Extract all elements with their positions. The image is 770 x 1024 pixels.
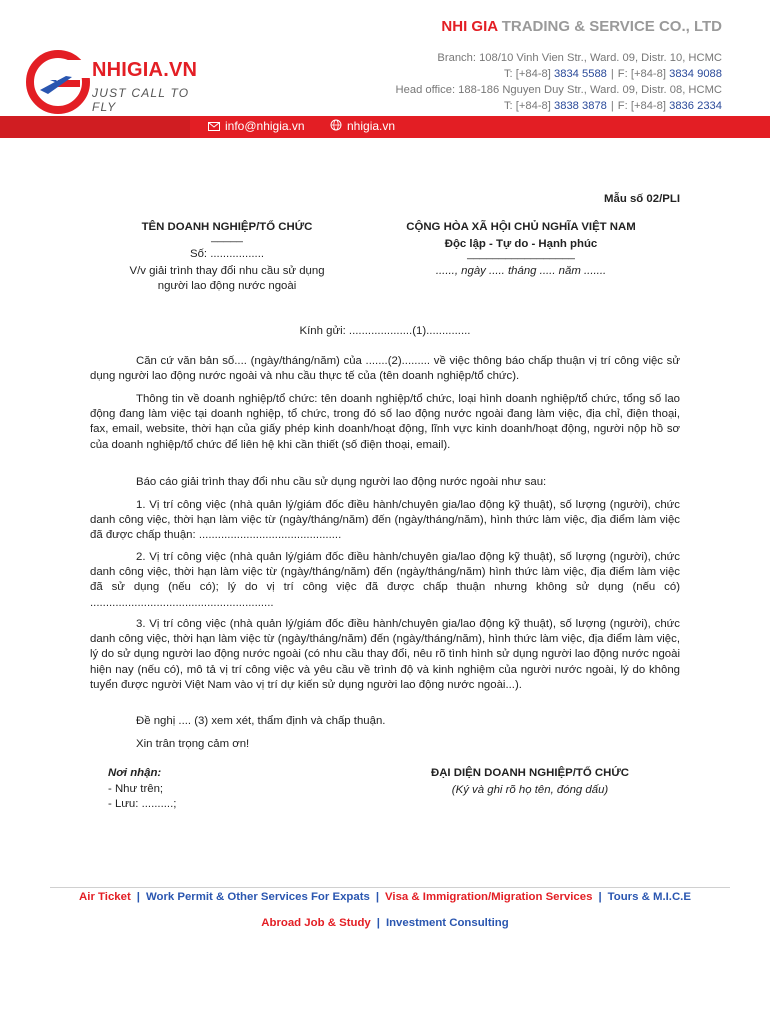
envelope-icon: [208, 122, 220, 131]
website-text: nhigia.vn: [347, 119, 396, 133]
paragraph-text: Thông tin về doanh nghiệp/tổ chức: tên doanh nghiệp/tổ chức, loại hình doanh nghiệp/tổ chức, tổng số lao động đang làm việc tại doanh nghiệp, tổ chức, trong đó số lao động nước ngoài đang làm việc, địa chỉ, điện thoại, fax, email, website, thời hạn của giấy phép kinh doanh/hoạt động, lĩnh vực kinh doanh/hoạt động, người nộp hồ sơ của doanh nghiệp/tổ chức để liên hệ khi cần thiết (số điện thoại, email).: [90, 393, 680, 451]
email-link[interactable]: [208, 119, 305, 133]
org-name: TÊN DOANH NGHIỆP/TỔ CHỨC: [141, 221, 313, 233]
branch-fax-number: 3834 9088: [669, 68, 722, 80]
recipients-block: [108, 766, 328, 813]
contact-bar-accent: [0, 116, 190, 138]
head-office-address: Head office: 188-186 Nguyen Duy Str., Ward. 09, Distr. 08, HCMC: [395, 84, 722, 96]
branch-address: Branch: 108/10 Vinh Vien Str., Ward. 09, Distr. 10, HCMC: [437, 52, 722, 64]
subject-line-2: người lao động nước ngoài: [157, 280, 297, 292]
branch-phone: [504, 68, 722, 80]
footer-tours-mice[interactable]: Tours & M.I.C.E: [607, 891, 691, 903]
logo-slogan: JUST CALL TO FLY: [92, 86, 190, 114]
motto-divider: _________________: [467, 248, 575, 260]
paragraph-text: 2. Vị trí công việc (nhà quản lý/giám đốc điều hành/chuyên gia/lao động kỹ thuật), số lượng (người), chức danh công việc, thời hạn làm việc từ (ngày/tháng/năm) đến (ngày/tháng/năm) hình thức làm việc, địa điểm làm việc đã sử dụng (nếu có); lý do vị trí công việc đã được chấp thuận nhưng không sử dụng (nếu có) ..........................................................: [90, 551, 680, 609]
paragraph-text: 3. Vị trí công việc (nhà quản lý/giám đốc điều hành/chuyên gia/lao động kỹ thuật), số lượng (người), chức danh công việc, thời hạn làm việc từ (ngày/tháng/năm) đến (ngày/tháng/năm), hình thức làm việc, địa điểm làm việc, lý do sử dụng người lao động nước ngoài (có nhu cầu thay đổi, nêu rõ tình hình sử dụng người lao động nước ngoài hiện nay (nếu có), mô tả vị trí công việc và yêu cầu về trình độ và kinh nghiệm của người nước ngoài, lý do không tuyển được người Việt Nam vào vị trí dự kiến sử dụng người lao động nước ngoài...).: [90, 618, 680, 691]
logo-globe-icon: [26, 50, 92, 116]
footer-services-row-2: [0, 917, 770, 929]
footer-visa-immigration[interactable]: Visa & Immigration/Migration Services: [385, 891, 593, 903]
signature-note: (Ký và ghi rõ họ tên, đóng dấu): [451, 784, 609, 796]
separator: |: [375, 891, 380, 903]
fax-label: F: [+84-8]: [617, 100, 670, 112]
footer-air-ticket[interactable]: Air Ticket: [79, 891, 131, 903]
recipient-line: Kính gửi: ....................(1)..............: [299, 325, 471, 337]
head-phone-number[interactable]: 3838 3878: [554, 100, 607, 112]
paragraph-text: Báo cáo giải trình thay đổi nhu cầu sử dụng người lao động nước ngoài như sau:: [136, 476, 547, 488]
paragraph-text: Đề nghị .... (3) xem xét, thẩm định và chấp thuận.: [136, 715, 386, 727]
signature-block: [380, 766, 680, 798]
date-line: ......, ngày ..... tháng ..... năm .......: [435, 265, 607, 277]
recipients-line-1: - Như trên;: [108, 782, 164, 795]
national-motto: Độc lập - Tự do - Hạnh phúc: [444, 238, 598, 250]
separator: |: [598, 891, 602, 903]
paragraph-company-info: [90, 392, 680, 453]
paragraph-report-intro: [90, 475, 680, 490]
nation-title: CỘNG HÒA XÃ HỘI CHỦ NGHĨA VIỆT NAM: [406, 221, 636, 233]
separator: |: [610, 100, 614, 112]
paragraph-item-1: [90, 498, 680, 544]
head-fax-number: 3836 2334: [669, 100, 722, 112]
paragraph-text: Căn cứ văn bản số.... (ngày/tháng/năm) của .......(2)......... về việc thông báo chấp thuận vị trí công việc sử dụng người lao động nước ngoài và nhu cầu thực tế của (tên doanh nghiệp/tổ chức).: [90, 355, 680, 383]
paragraph-thanks: [90, 737, 680, 752]
paragraph-item-2: [90, 550, 680, 611]
separator: |: [610, 68, 614, 80]
document-number: Số: .................: [189, 248, 265, 260]
phone-label: T: [+84-8]: [503, 68, 554, 80]
form-number: Mẫu số 02/PLI: [604, 193, 680, 205]
website-link[interactable]: [330, 119, 395, 133]
company-name: [441, 18, 722, 35]
subject-line-1: V/v giải trình thay đổi nhu cầu sử dụng: [129, 265, 325, 277]
company-logo: [26, 50, 206, 112]
paragraph-request: [90, 714, 680, 729]
logo-text: NHIGIA.VN: [92, 59, 198, 81]
footer-investment-consulting[interactable]: Investment Consulting: [385, 917, 509, 929]
email-text: info@nhigia.vn: [225, 119, 305, 133]
recipients-line-2: - Lưu: ..........;: [108, 798, 177, 810]
phone-label: T: [+84-8]: [503, 100, 554, 112]
company-name-highlight: NHI GIA: [441, 18, 498, 35]
footer-work-permit[interactable]: Work Permit & Other Services For Expats: [145, 891, 370, 903]
footer-divider: [50, 887, 730, 888]
paragraph-basis: [90, 354, 680, 384]
company-name-rest: TRADING & SERVICE CO., LTD: [497, 18, 722, 35]
paragraph-text: 1. Vị trí công việc (nhà quản lý/giám đốc điều hành/chuyên gia/lao động kỹ thuật), số lượng (người), chức danh công việc, thời hạn làm việc từ (ngày/tháng/năm) đến (ngày/tháng/năm), hình thức làm việc, địa điểm làm việc đã được chấp thuận: .............................................: [90, 499, 680, 542]
footer-services-row-1: [0, 891, 770, 903]
recipients-title: Nơi nhận:: [108, 767, 162, 779]
branch-phone-number[interactable]: 3834 5588: [554, 68, 607, 80]
org-divider: _____: [211, 231, 243, 243]
signature-title: ĐẠI DIỆN DOANH NGHIỆP/TỔ CHỨC: [430, 767, 630, 779]
footer-abroad-job-study[interactable]: Abroad Job & Study: [261, 917, 371, 929]
contact-bar: [0, 116, 770, 138]
paragraph-item-3: [90, 617, 680, 693]
fax-label: F: [+84-8]: [617, 68, 670, 80]
paragraph-text: Xin trân trọng cảm ơn!: [136, 738, 250, 750]
right-header-block: [368, 220, 674, 279]
separator: |: [136, 891, 140, 903]
head-office-phone: [504, 100, 722, 112]
left-header-block: [96, 220, 358, 294]
globe-icon: [330, 119, 342, 131]
separator: |: [376, 917, 380, 929]
